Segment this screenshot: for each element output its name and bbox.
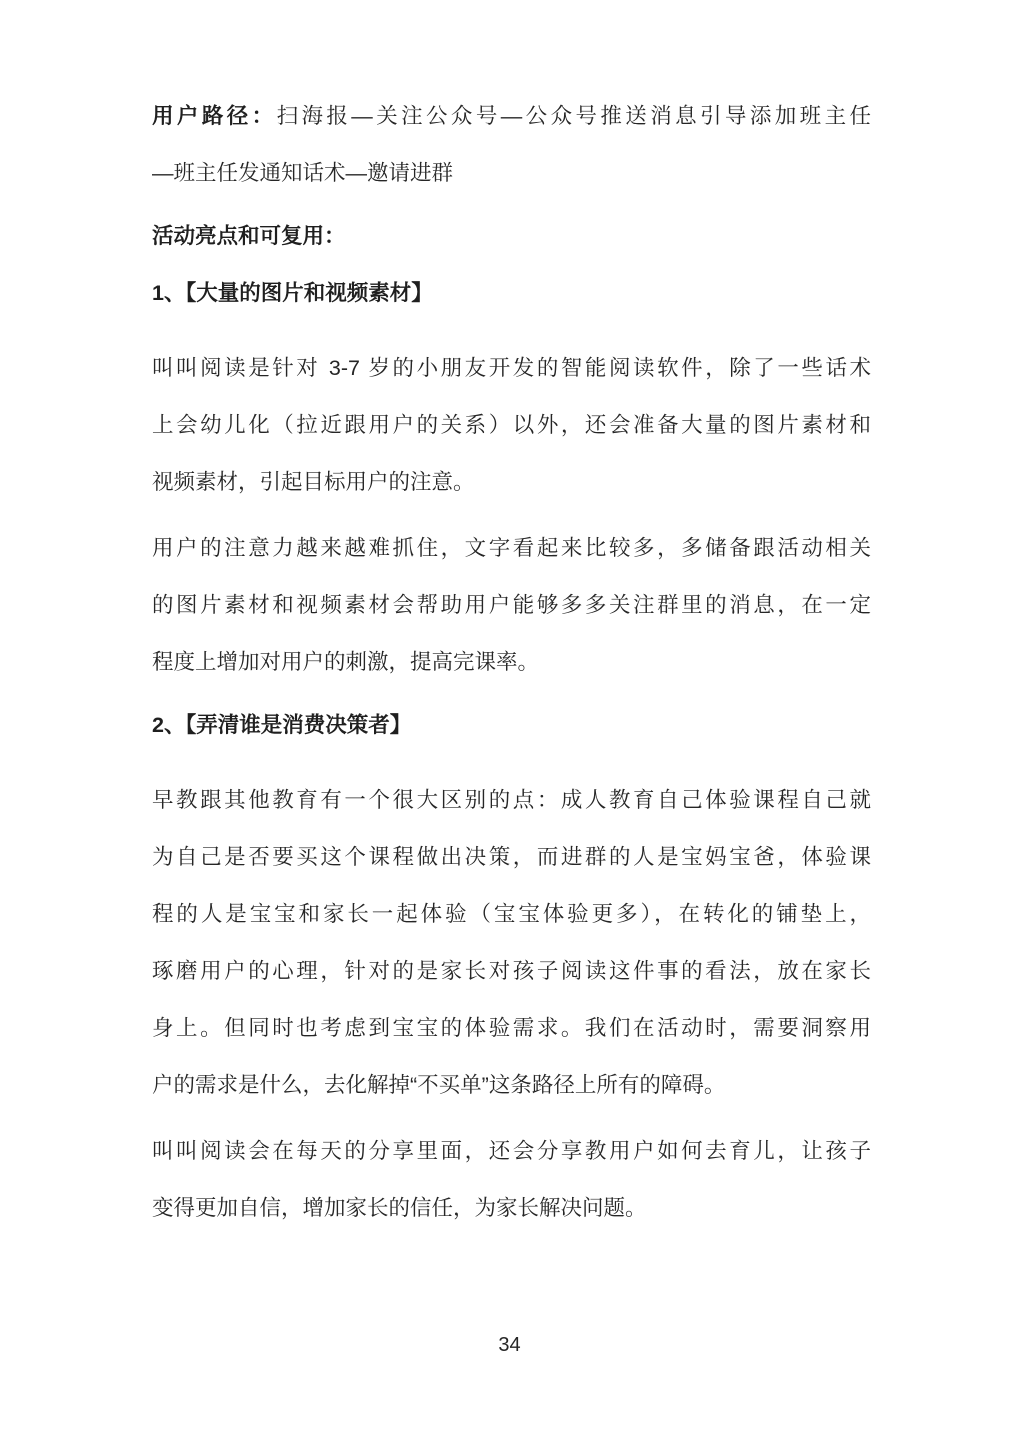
heading-point-1: 1、【大量的图片和视频素材】 (152, 281, 433, 305)
text-line: 早教跟其他教育有一个很大区别的点：成人教育自己体验课程自己就 (152, 788, 871, 812)
text-line: 上会幼儿化（拉近跟用户的关系）以外，还会准备大量的图片素材和 (152, 413, 871, 437)
page-number: 34 (498, 1334, 521, 1356)
paragraph-sharing (152, 1123, 871, 1237)
text-line: 视频素材，引起目标用户的注意。 (152, 470, 475, 494)
text-line: —班主任发通知话术—邀请进群 (152, 161, 454, 185)
paragraph-decision-maker (152, 772, 871, 1114)
user-path-label: 用户路径： (152, 104, 277, 128)
document-content (152, 88, 871, 1246)
text-line: 叫叫阅读是针对 3-7 岁的小朋友开发的智能阅读软件，除了一些话术 (152, 356, 871, 380)
text-line: 叫叫阅读会在每天的分享里面，还会分享教用户如何去育儿，让孩子 (152, 1139, 871, 1163)
heading-activity-highlights: 活动亮点和可复用： (152, 224, 346, 248)
text-line: 户的需求是什么，去化解掉“不买单”这条路径上所有的障碍。 (152, 1073, 726, 1097)
text-line: 身上。但同时也考虑到宝宝的体验需求。我们在活动时，需要洞察用 (152, 1016, 871, 1040)
text-line: 程的人是宝宝和家长一起体验（宝宝体验更多），在转化的铺垫上， (152, 902, 871, 926)
paragraph-user-path (152, 88, 871, 202)
text-line: 的图片素材和视频素材会帮助用户能够多多关注群里的消息，在一定 (152, 593, 871, 617)
heading-point-2: 2、【弄清谁是消费决策者】 (152, 713, 412, 737)
text-line: 琢磨用户的心理，针对的是家长对孩子阅读这件事的看法，放在家长 (152, 959, 871, 983)
text-line (152, 88, 871, 145)
paragraph-materials (152, 340, 871, 511)
paragraph-attention (152, 520, 871, 691)
text-line: 变得更加自信，增加家长的信任，为家长解决问题。 (152, 1196, 647, 1220)
text-line: 用户的注意力越来越难抓住，文字看起来比较多，多储备跟活动相关 (152, 536, 871, 560)
text-line: 为自己是否要买这个课程做出决策，而进群的人是宝妈宝爸，体验课 (152, 845, 871, 869)
user-path-text: 扫海报—关注公众号—公众号推送消息引导添加班主任 (276, 104, 871, 128)
text-line: 程度上增加对用户的刺激，提高完课率。 (152, 650, 540, 674)
